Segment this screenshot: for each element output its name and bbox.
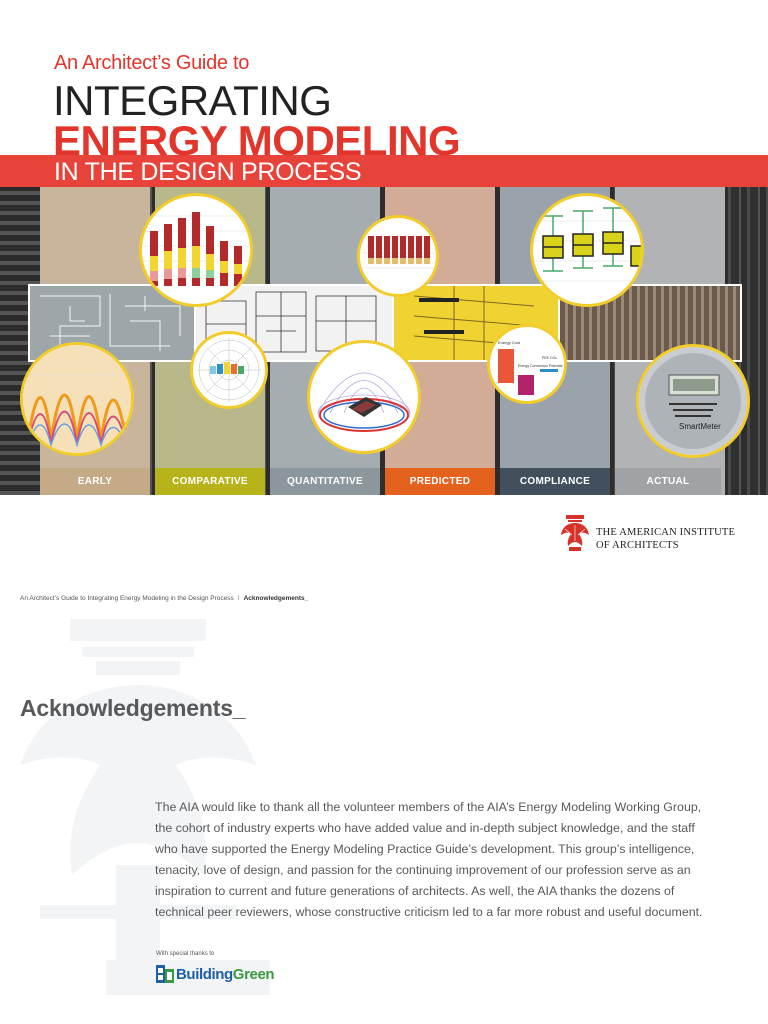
running-head-separator: I — [237, 595, 240, 602]
publisher-line2: OF ARCHITECTS — [596, 540, 679, 551]
running-head-title: An Architect’s Guide to Integrating Energy Modeling in the Design Process — [20, 595, 234, 602]
compliance-label-conversion: Energy Conversion Potential — [518, 364, 563, 368]
cover-title-line1: INTEGRATING — [53, 77, 332, 124]
sun-path-dome-icon — [307, 340, 421, 454]
compliance-bar-chart-icon — [487, 324, 567, 404]
buildinggreen-logo — [156, 963, 274, 985]
aia-publisher-name — [596, 526, 735, 552]
cover-pretitle: An Architect’s Guide to — [54, 52, 250, 74]
cover-title-line2: ENERGY MODELING — [53, 117, 461, 164]
category-compliance: COMPLIANCE — [500, 468, 610, 495]
acknowledgements-body: The AIA would like to thank all the volunteer members of the AIA’s Energy Modeling Working Group, the cohort of industry experts who have added value and in-depth subject knowledge, and the staff who have supported the Energy Modeling Practice Guide’s development. This group’s intelligence, tenacity, love of design, and passion for the continuing improvement of our profession serve as an inspiration to current and future generations of architects. As well, the AIA thanks the dozens of technical peer reviewers, whose constructive criticism led to a far more robust and useful document. — [155, 800, 703, 919]
cover-title-line3: IN THE DESIGN PROCESS — [54, 158, 362, 186]
buildinggreen-mark-icon — [156, 965, 174, 983]
category-actual: ACTUAL — [615, 468, 721, 495]
compliance-label-energy-cost: Energy Cost — [498, 340, 521, 345]
monthly-bar-chart-icon — [357, 215, 439, 297]
cover-illustration — [0, 187, 768, 495]
special-thanks-label: With special thanks to — [156, 951, 215, 957]
category-predicted: PREDICTED — [385, 468, 495, 495]
category-comparative: COMPARATIVE — [155, 468, 265, 495]
category-early: EARLY — [40, 468, 150, 495]
stacked-bar-chart-icon — [139, 193, 253, 307]
meter-label: SmartMeter — [679, 422, 721, 431]
category-quantitative: QUANTITATIVE — [270, 468, 380, 495]
compliance-label-pee: PEE COc — [542, 356, 557, 360]
publisher-line1: THE AMERICAN INSTITUTE — [596, 527, 736, 538]
load-profile-chart-icon — [20, 342, 134, 456]
radial-chart-icon — [190, 331, 268, 409]
sponsor-name-part2: Green — [232, 965, 275, 983]
aia-eagle-logo-icon — [560, 515, 590, 551]
running-head — [20, 595, 308, 602]
page-title: Acknowledgements_ — [20, 695, 246, 721]
sponsor-name-part1: Building — [176, 965, 233, 983]
box-plot-chart-icon — [530, 193, 644, 307]
smart-meter-icon — [636, 344, 750, 458]
running-head-section: Acknowledgements_ — [243, 595, 309, 602]
buildinggreen-wordmark — [176, 966, 274, 983]
